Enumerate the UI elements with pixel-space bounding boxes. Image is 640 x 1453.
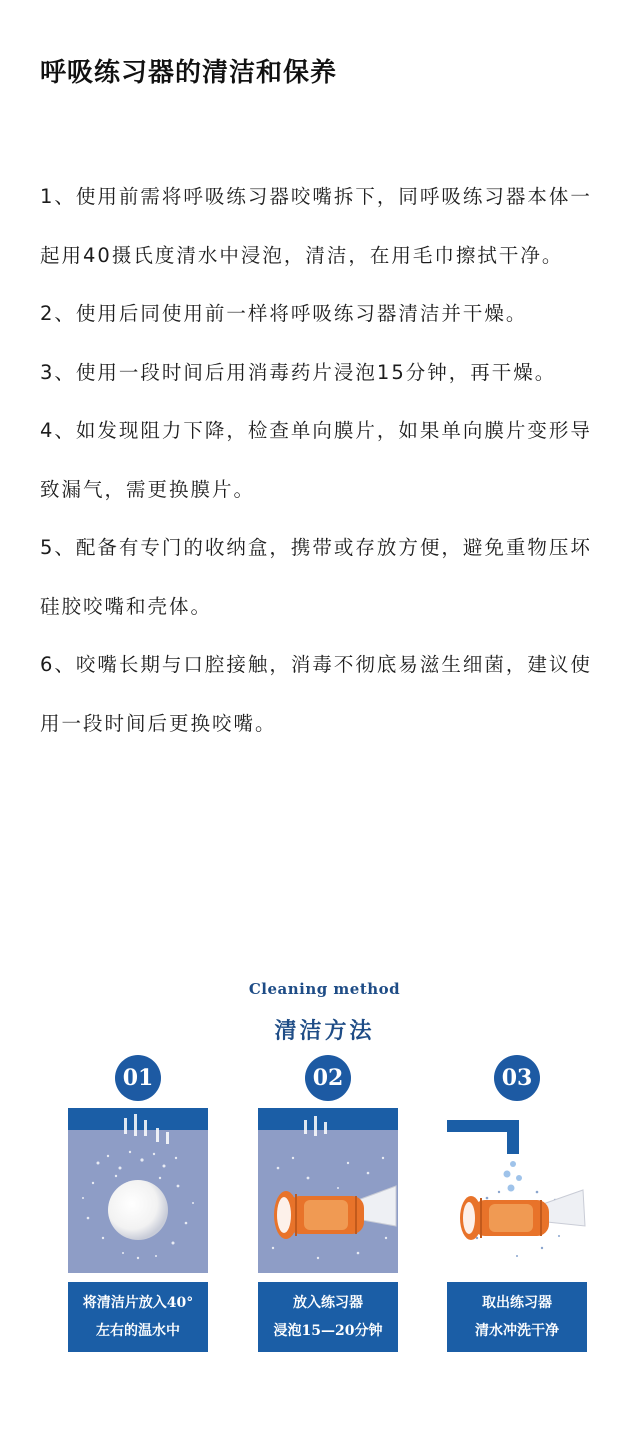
step-number-badge: 01 bbox=[115, 1055, 161, 1101]
tablet-in-water-icon bbox=[68, 1108, 208, 1273]
step-number-badge: 02 bbox=[305, 1055, 351, 1101]
paragraph-6: 6、咬嘴长期与口腔接触，消毒不彻底易滋生细菌，建议使用一段时间后更换咬嘴。 bbox=[40, 653, 592, 735]
caption-line: 将清洁片放入40° bbox=[82, 1295, 194, 1311]
caption-line: 清水冲洗干净 bbox=[475, 1323, 559, 1339]
step-number-badge: 03 bbox=[494, 1055, 540, 1101]
figure-heading-cn: 清洁方法 bbox=[274, 1018, 375, 1044]
caption-line: 浸泡15—20分钟 bbox=[273, 1323, 383, 1339]
figure-heading-en: Cleaning method bbox=[248, 980, 401, 998]
caption-line: 放入练习器 bbox=[293, 1295, 363, 1311]
step-caption bbox=[258, 1282, 398, 1352]
paragraph-4: 4、如发现阻力下降，检查单向膜片，如果单向膜片变形导致漏气，需更换膜片。 bbox=[40, 419, 592, 501]
cleaning-method-figure bbox=[52, 970, 597, 1370]
article-body bbox=[40, 168, 606, 753]
paragraph-2: 2、使用后同使用前一样将呼吸练习器清洁并干燥。 bbox=[40, 302, 528, 325]
paragraph-1: 1、使用前需将呼吸练习器咬嘴拆下，同呼吸练习器本体一起用40摄氏度清水中浸泡，清洁，在用毛巾擦拭干净。 bbox=[40, 185, 592, 267]
trainer-soaking-icon bbox=[258, 1108, 398, 1273]
trainer-rinsing-icon bbox=[447, 1108, 587, 1273]
paragraph-5: 5、配备有专门的收纳盒，携带或存放方便，避免重物压坏硅胶咬嘴和壳体。 bbox=[40, 536, 592, 618]
step-caption bbox=[68, 1282, 208, 1352]
page-title: 呼吸练习器的清洁和保养 bbox=[40, 58, 338, 88]
caption-line: 左右的温水中 bbox=[96, 1323, 180, 1339]
caption-line: 取出练习器 bbox=[482, 1295, 552, 1311]
step-caption bbox=[447, 1282, 587, 1352]
paragraph-3: 3、使用一段时间后用消毒药片浸泡15分钟，再干燥。 bbox=[40, 360, 557, 384]
